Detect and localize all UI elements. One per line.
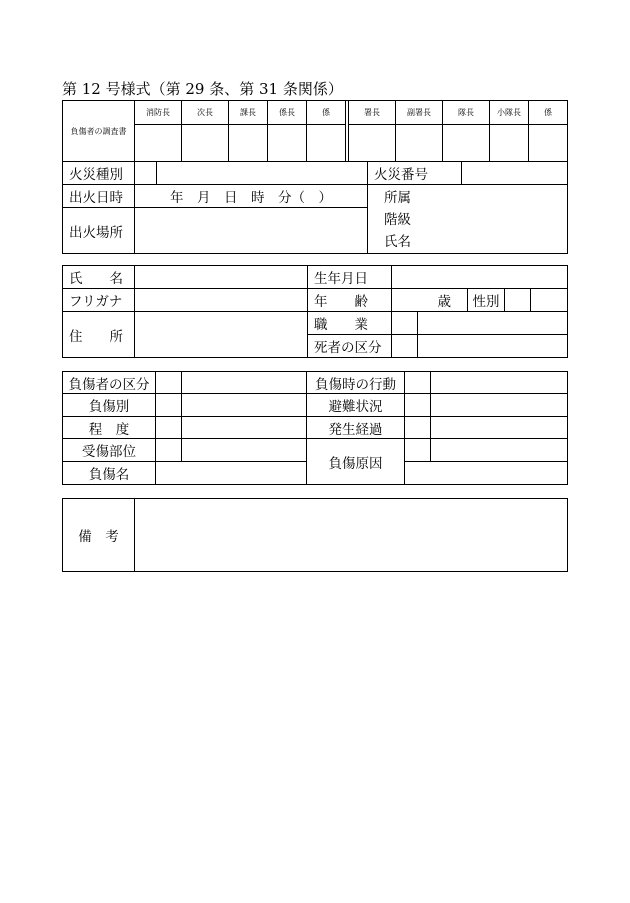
- injury-name-value[interactable]: [156, 462, 307, 485]
- injury-cause-code[interactable]: [405, 439, 431, 462]
- death-class-value[interactable]: [418, 335, 568, 358]
- injury-type-label: 負傷別: [63, 394, 156, 417]
- approval-table: [62, 100, 568, 162]
- occurrence-value[interactable]: [431, 417, 568, 439]
- stamp-cell[interactable]: [529, 125, 568, 162]
- degree-label: 程 度: [63, 417, 156, 439]
- stamp-cell[interactable]: [396, 125, 443, 162]
- address-label: 住 所: [63, 312, 135, 358]
- injured-class-value[interactable]: [182, 372, 307, 394]
- stamp-cell[interactable]: [349, 125, 396, 162]
- sex-value[interactable]: [531, 289, 568, 312]
- injury-type-code[interactable]: [156, 394, 182, 417]
- reporter-name-label: 氏名: [384, 234, 411, 250]
- fire-number-value[interactable]: [462, 162, 568, 185]
- remarks-table: [62, 498, 568, 572]
- birth-date-value[interactable]: [392, 266, 568, 289]
- approval-col-station-chief: 署長: [349, 101, 396, 125]
- injured-part-value[interactable]: [182, 439, 307, 462]
- sex-label: 性別: [468, 289, 505, 312]
- remarks-value[interactable]: [135, 499, 568, 572]
- injury-name-label: 負傷名: [63, 462, 156, 485]
- occurrence-code[interactable]: [405, 417, 431, 439]
- fire-location-value[interactable]: [135, 208, 368, 254]
- fire-location-label: 出火場所: [63, 208, 135, 254]
- approval-row-label: 負傷者の調査書: [63, 101, 135, 162]
- form-title: 第 12 号様式（第 29 条、第 31 条関係）: [62, 80, 343, 98]
- stamp-cell[interactable]: [490, 125, 529, 162]
- occupation-label: 職 業: [308, 312, 392, 335]
- injury-type-value[interactable]: [182, 394, 307, 417]
- age-value[interactable]: [392, 289, 468, 312]
- injury-cause-value-top[interactable]: [431, 439, 568, 462]
- furigana-value[interactable]: [135, 289, 308, 312]
- evacuation-status-label: 避難状況: [307, 394, 405, 417]
- approval-col-captain: 隊長: [443, 101, 490, 125]
- approval-col-fire-chief: 消防長: [135, 101, 182, 125]
- fire-type-value[interactable]: [157, 162, 368, 185]
- age-label: 年 齢: [308, 289, 392, 312]
- injured-class-code[interactable]: [156, 372, 182, 394]
- stamp-cell[interactable]: [307, 125, 346, 162]
- degree-value[interactable]: [182, 417, 307, 439]
- stamp-cell[interactable]: [229, 125, 268, 162]
- age-unit: 歳: [437, 294, 451, 310]
- approval-col-section-chief: 課長: [229, 101, 268, 125]
- approval-col-subsection-chief: 係長: [268, 101, 307, 125]
- fire-type-code[interactable]: [135, 162, 157, 185]
- injury-cause-value[interactable]: [405, 462, 568, 485]
- approval-col-lieutenant: 小隊長: [490, 101, 529, 125]
- degree-code[interactable]: [156, 417, 182, 439]
- stamp-cell[interactable]: [443, 125, 490, 162]
- remarks-label: 備 考: [63, 499, 135, 572]
- fire-number-label: 火災番号: [368, 162, 462, 185]
- approval-col-staff-left: 係: [307, 101, 346, 125]
- stamp-cell[interactable]: [268, 125, 307, 162]
- furigana-label: フリガナ: [63, 289, 135, 312]
- outbreak-time-label: 出火日時: [63, 185, 135, 208]
- rank-label: 階級: [384, 212, 411, 228]
- injured-class-label: 負傷者の区分: [63, 372, 156, 394]
- stamp-cell[interactable]: [135, 125, 182, 162]
- death-class-code[interactable]: [392, 335, 418, 358]
- approval-col-deputy-station-chief: 副署長: [396, 101, 443, 125]
- action-at-injury-code[interactable]: [405, 372, 431, 394]
- evacuation-status-code[interactable]: [405, 394, 431, 417]
- affiliation-label: 所属: [384, 190, 411, 206]
- person-name-value[interactable]: [135, 266, 308, 289]
- occurrence-label: 発生経過: [307, 417, 405, 439]
- birth-date-label: 生年月日: [308, 266, 392, 289]
- sex-code[interactable]: [505, 289, 531, 312]
- occupation-code[interactable]: [392, 312, 418, 335]
- injured-part-code[interactable]: [156, 439, 182, 462]
- outbreak-time-field[interactable]: 年 月 日 時 分（ ）: [135, 185, 368, 208]
- occupation-value[interactable]: [418, 312, 568, 335]
- evacuation-status-value[interactable]: [431, 394, 568, 417]
- fire-type-label: 火災種別: [63, 162, 135, 185]
- approval-col-deputy-chief: 次長: [182, 101, 229, 125]
- action-at-injury-value[interactable]: [431, 372, 568, 394]
- stamp-cell[interactable]: [182, 125, 229, 162]
- action-at-injury-label: 負傷時の行動: [307, 372, 405, 394]
- injured-part-label: 受傷部位: [63, 439, 156, 462]
- person-table: [62, 265, 568, 358]
- reporter-block: [368, 185, 568, 254]
- injury-table: [62, 371, 568, 485]
- death-class-label: 死者の区分: [308, 335, 392, 358]
- incident-table: [62, 161, 568, 254]
- injury-cause-label: 負傷原因: [307, 439, 405, 485]
- address-value[interactable]: [135, 312, 308, 358]
- approval-col-staff-right: 係: [529, 101, 568, 125]
- person-name-label: 氏 名: [63, 266, 135, 289]
